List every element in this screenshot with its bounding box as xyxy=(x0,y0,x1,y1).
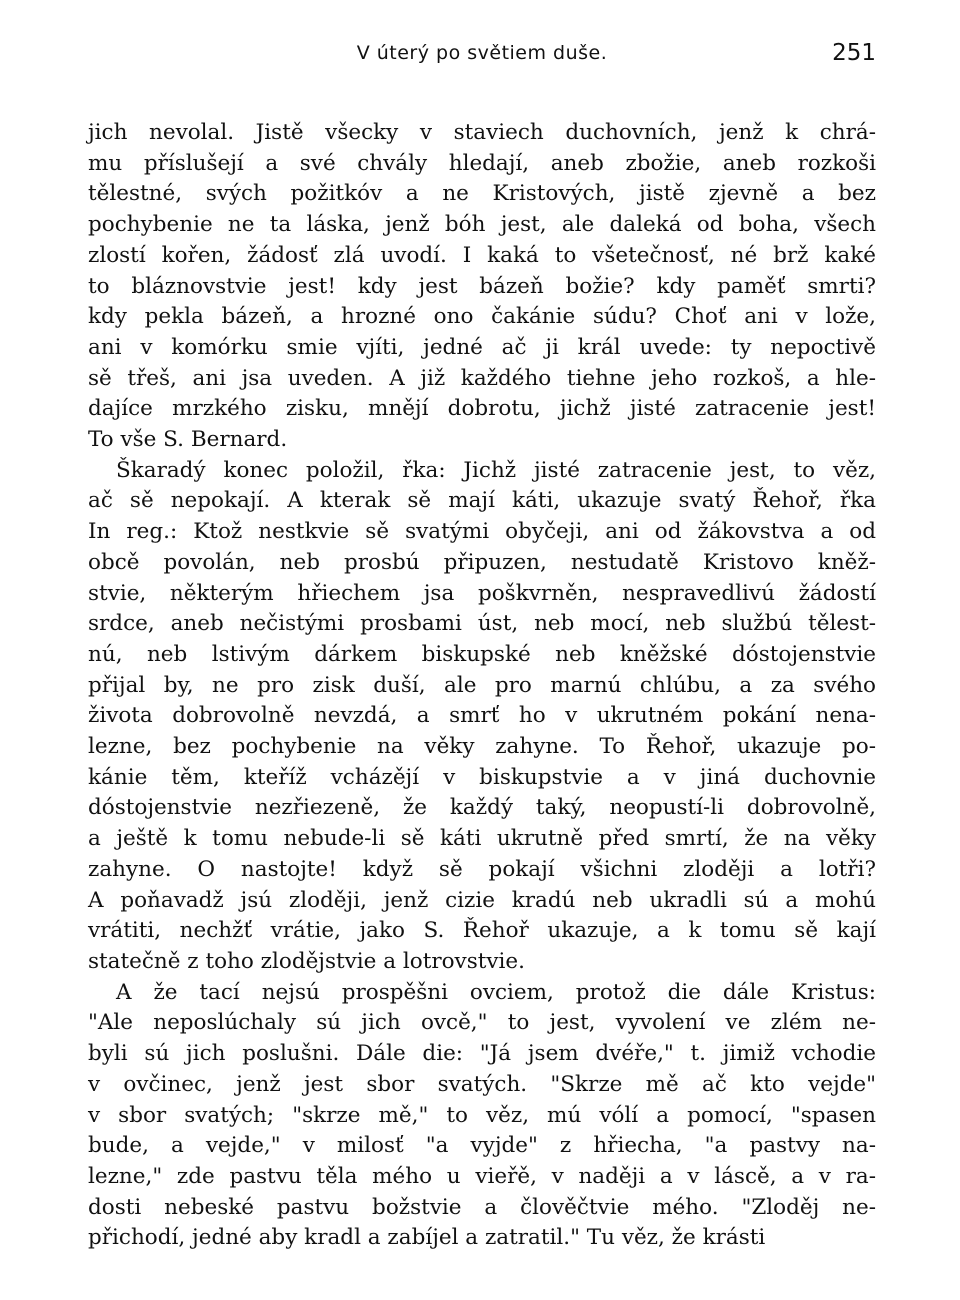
text-line: kdy pekla bázeň, a hrozné ono čakánie súdu? Choť ani v lože, xyxy=(88,304,876,330)
paragraph xyxy=(88,978,876,1254)
text-line: pochybenie ne ta láska, jenž bóh jest, ale daleká od boha, všech xyxy=(88,212,876,238)
text-line: obcě povolán, neb prosbú připuzen, nestudatě Kristovo kněž- xyxy=(88,549,876,575)
text-line: stvie, některým hřiechem jsa poškvrněn, nespravedlivú žádostí xyxy=(88,580,876,606)
text-line: mu příslušejí a své chvály hledají, aneb zbožie, aneb rozkoši xyxy=(88,150,876,176)
book-page xyxy=(88,38,876,1254)
text-line: lezne," zde pastvu těla mého u vieřě, v naději a v láscě, a v ra- xyxy=(88,1163,876,1189)
text-line: přijal by, ne pro zisk duší, ale pro marnú chlúbu, a za svého xyxy=(88,672,876,698)
text-line: bude, a vejde," v milosť "a vyjde" z hřiecha, "a pastvy na- xyxy=(88,1133,876,1159)
text-line: kánie těm, kteříž vcházějí v biskupstvie a v jiná duchovnie xyxy=(88,764,876,790)
text-line: dosti nebeské pastvu božstvie a člověčtvie mého. "Zloděj ne- xyxy=(88,1194,876,1220)
text-line: ani v komórku smie vjíti, jedné ač ji král uvede: ty nepoctivě xyxy=(88,334,876,360)
text-line: To vše S. Bernard. xyxy=(88,427,288,453)
text-line: dajíce mrzkého zisku, mnějí dobrotu, jichž jisté zatracenie jest! xyxy=(88,396,876,422)
text-line: to bláznovstvie jest! kdy jest bázeň božie? kdy paměť smrti? xyxy=(88,273,876,299)
text-line: přichodí, jedné aby kradl a zabíjel a zatratil." Tu věz, že krásti xyxy=(88,1225,766,1251)
paragraph xyxy=(88,118,876,456)
text-line: dóstojenstvie nezřiezeně, že každý taký, neopustí-li dobrovolně, xyxy=(88,795,876,821)
text-line: tělestné, svých požitkóv a ne Kristových, jistě zjevně a bez xyxy=(88,181,876,207)
text-line: nú, neb lstivým dárkem biskupské neb kněžské dóstojenstvie xyxy=(88,641,876,667)
text-line: "Ale neposlúchaly sú jich ovcě," to jest, vyvolení ve zlém ne- xyxy=(88,1010,876,1036)
text-line: ač sě nepokají. A kterak sě mají káti, ukazuje svatý Řehoř, řka xyxy=(88,488,876,514)
text-line: lezne, bez pochybenie na věky zahyne. To Řehoř, ukazuje po- xyxy=(88,734,876,760)
text-line: v sbor svatých; "skrze mě," to věz, mú vólí a pomocí, "spasen xyxy=(88,1102,876,1128)
text-line: sě třeš, ani jsa uveden. A již každého tiehne jeho rozkoš, a hle- xyxy=(88,365,876,391)
running-header xyxy=(88,38,876,74)
text-line: Škaradý konec položil, řka: Jichž jisté zatracenie jest, to věz, xyxy=(116,457,876,483)
text-line: a ještě k tomu nebude-li sě káti ukrutně před smrtí, že na věky xyxy=(88,826,876,852)
text-line: byli sú jich poslušni. Dále die: "Já jsem dvéře," t. jimiž vchodie xyxy=(88,1041,876,1067)
text-line: života dobrovolně nevzdá, a smrť ho v ukrutném pokání nena- xyxy=(88,703,876,729)
text-line: srdce, aneb nečistými prosbami úst, neb mocí, neb službú tělest- xyxy=(88,611,876,637)
text-line: jich nevolal. Jistě všecky v staviech duchovních, jenž k chrá- xyxy=(88,120,876,145)
text-line: A poňavadž jsú zloději, jenž cizie kradú neb ukradli sú a mohú xyxy=(88,887,876,913)
text-line: zlostí kořen, žádosť zlá uvodí. I kaká to všetečnosť, né brž kaké xyxy=(88,242,876,268)
body-text xyxy=(88,118,876,1254)
paragraph xyxy=(88,456,876,978)
text-line: statečně z toho zlodějstvie a lotrovstvie. xyxy=(88,948,525,974)
running-title: V úterý po světiem duše. xyxy=(356,42,608,64)
text-line: A že tací nejsú prospěšni ovciem, protož die dále Kristus: xyxy=(116,979,876,1005)
text-line: vrátiti, nechžť vrátie, jako S. Řehoř ukazuje, a k tomu sě kají xyxy=(88,918,876,944)
text-line: v ovčinec, jenž jest sbor svatých. "Skrze mě ač kto vejde" xyxy=(88,1071,876,1097)
text-line: zahyne. O nastojte! když sě pokají všichni zloději a lotři? xyxy=(88,856,876,882)
page-number: 251 xyxy=(832,40,876,66)
text-line: In reg.: Ktož nestkvie sě svatými obyčeji, ani od žákovstva a od xyxy=(88,519,876,545)
